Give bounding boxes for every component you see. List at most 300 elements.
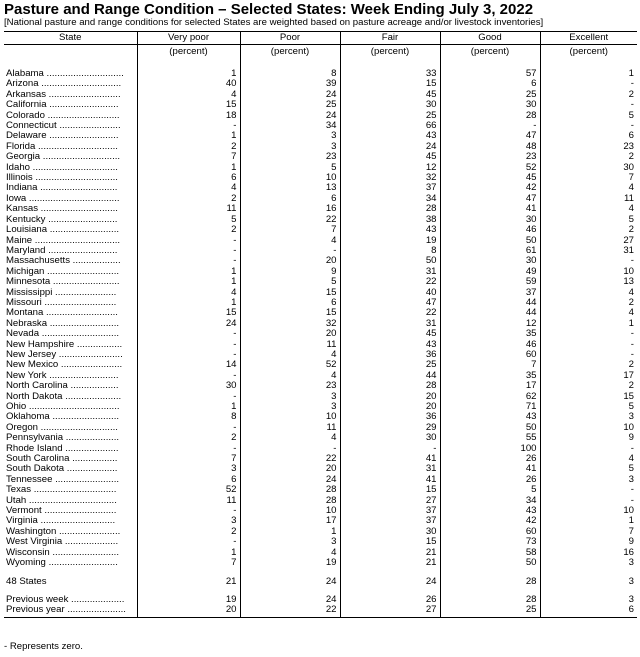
- state-name-cell: North Dakota .....................: [6, 391, 122, 402]
- value-cell: -: [240, 444, 340, 454]
- value-cell: 19: [340, 236, 440, 246]
- value-cell: 41: [340, 454, 440, 464]
- table-body: [4, 62, 637, 617]
- value-cell: -: [137, 329, 240, 339]
- value-cell: 13: [540, 277, 637, 287]
- value-cell: 22: [240, 215, 340, 225]
- value-cell: 9: [240, 267, 340, 277]
- value-cell: 10: [240, 173, 340, 183]
- value-cell: 35: [440, 371, 540, 381]
- value-cell: 15: [240, 288, 340, 298]
- value-cell: 59: [440, 277, 540, 287]
- value-cell: 42: [440, 516, 540, 526]
- value-cell: 1: [540, 516, 637, 526]
- value-cell: 30: [340, 100, 440, 110]
- state-name-cell: Pennsylvania ....................: [6, 433, 120, 444]
- state-name-cell: Virginia ............................: [6, 516, 116, 527]
- value-cell: 24: [340, 577, 440, 587]
- value-cell: 38: [340, 215, 440, 225]
- value-cell: 60: [440, 527, 540, 537]
- value-cell: 13: [240, 183, 340, 193]
- column-header-good: Good: [440, 32, 540, 45]
- value-cell: -: [540, 485, 637, 495]
- value-cell: 23: [440, 152, 540, 162]
- value-cell: 42: [440, 183, 540, 193]
- value-cell: 2: [540, 381, 637, 391]
- value-cell: 7: [540, 173, 637, 183]
- state-name-cell: Nevada .............................: [6, 329, 120, 340]
- value-cell: 11: [240, 340, 340, 350]
- value-cell: 34: [240, 121, 340, 131]
- unit-cell: (percent): [340, 45, 440, 63]
- value-cell: 52: [240, 360, 340, 370]
- value-cell: 3: [240, 131, 340, 141]
- state-name-cell: Wisconsin .........................: [6, 547, 120, 558]
- value-cell: 3: [540, 558, 637, 568]
- value-cell: 17: [440, 381, 540, 391]
- value-cell: 7: [540, 527, 637, 537]
- value-cell: 47: [340, 298, 440, 308]
- state-name-cell: Arizona ..............................: [6, 79, 122, 90]
- value-cell: 45: [440, 173, 540, 183]
- table-row: [4, 329, 637, 339]
- value-cell: 7: [440, 360, 540, 370]
- value-cell: 22: [340, 277, 440, 287]
- value-cell: 24: [340, 142, 440, 152]
- value-cell: -: [137, 246, 240, 256]
- value-cell: 5: [540, 464, 637, 474]
- value-cell: 1: [137, 131, 240, 141]
- comparison-row: [4, 605, 637, 617]
- table-row: [4, 360, 637, 370]
- table-row: [4, 475, 637, 485]
- value-cell: 4: [540, 204, 637, 214]
- condition-table: [4, 31, 637, 618]
- comparison-row: [4, 595, 637, 605]
- value-cell: 10: [540, 506, 637, 516]
- value-cell: -: [137, 423, 240, 433]
- value-cell: 43: [340, 131, 440, 141]
- value-cell: 3: [540, 595, 637, 605]
- unit-cell: [4, 45, 137, 63]
- value-cell: 52: [440, 163, 540, 173]
- table-row: [4, 381, 637, 391]
- value-cell: -: [540, 340, 637, 350]
- value-cell: 33: [340, 69, 440, 79]
- value-cell: 60: [440, 350, 540, 360]
- value-cell: 43: [340, 340, 440, 350]
- table-row: [4, 340, 637, 350]
- value-cell: -: [137, 371, 240, 381]
- state-name-cell: Previous year ......................: [4, 605, 137, 617]
- value-cell: 1: [137, 267, 240, 277]
- value-cell: 24: [240, 111, 340, 121]
- value-cell: 3: [240, 402, 340, 412]
- table-row: [4, 496, 637, 506]
- value-cell: 7: [137, 558, 240, 568]
- state-name-cell: Indiana .............................: [6, 183, 118, 194]
- table-row: [4, 79, 637, 89]
- value-cell: 11: [137, 496, 240, 506]
- value-cell: 4: [240, 350, 340, 360]
- value-cell: 4: [540, 288, 637, 298]
- value-cell: 41: [340, 475, 440, 485]
- value-cell: 17: [540, 371, 637, 381]
- value-cell: 73: [440, 537, 540, 547]
- value-cell: -: [540, 444, 637, 454]
- value-cell: 26: [440, 454, 540, 464]
- value-cell: 37: [440, 288, 540, 298]
- value-cell: 28: [440, 577, 540, 587]
- value-cell: 4: [137, 90, 240, 100]
- value-cell: 8: [340, 246, 440, 256]
- table-row: [4, 288, 637, 298]
- value-cell: 6: [540, 605, 637, 617]
- table-row: [4, 506, 637, 516]
- value-cell: 28: [240, 485, 340, 495]
- state-name-cell: Idaho ................................: [6, 162, 118, 173]
- value-cell: 6: [540, 131, 637, 141]
- value-cell: 24: [240, 475, 340, 485]
- table-row: [4, 246, 637, 256]
- value-cell: 1: [137, 163, 240, 173]
- value-cell: 32: [240, 319, 340, 329]
- column-header-fair: Fair: [340, 32, 440, 45]
- value-cell: 45: [340, 152, 440, 162]
- value-cell: 11: [240, 423, 340, 433]
- table-row: [4, 454, 637, 464]
- footnote: - Represents zero.: [4, 641, 83, 652]
- value-cell: 15: [240, 308, 340, 318]
- value-cell: 30: [137, 381, 240, 391]
- value-cell: 1: [137, 69, 240, 79]
- value-cell: 4: [137, 288, 240, 298]
- value-cell: 3: [240, 537, 340, 547]
- value-cell: 22: [240, 454, 340, 464]
- table-row: [4, 350, 637, 360]
- value-cell: 2: [540, 360, 637, 370]
- unit-cell: (percent): [540, 45, 637, 63]
- table-row: [4, 298, 637, 308]
- state-name-cell: Montana ...........................: [6, 308, 118, 319]
- value-cell: 5: [440, 485, 540, 495]
- value-cell: 2: [540, 152, 637, 162]
- table-row: [4, 277, 637, 287]
- value-cell: -: [137, 256, 240, 266]
- value-cell: 4: [540, 454, 637, 464]
- state-name-cell: Texas ...............................: [6, 485, 117, 496]
- value-cell: 2: [137, 433, 240, 443]
- value-cell: 23: [240, 152, 340, 162]
- value-cell: 45: [340, 90, 440, 100]
- state-name-cell: Maine ................................: [6, 235, 121, 246]
- value-cell: 28: [340, 381, 440, 391]
- state-name-cell: New York ..........................: [6, 370, 119, 381]
- value-cell: 2: [540, 90, 637, 100]
- header-row: [4, 32, 637, 45]
- value-cell: 30: [440, 100, 540, 110]
- value-cell: 6: [240, 298, 340, 308]
- value-cell: 22: [340, 308, 440, 318]
- state-name-cell: California ..........................: [6, 100, 119, 111]
- value-cell: 35: [440, 329, 540, 339]
- table-row: [4, 173, 637, 183]
- table-row: [4, 267, 637, 277]
- value-cell: -: [540, 329, 637, 339]
- table-row: [4, 558, 637, 568]
- value-cell: 20: [240, 256, 340, 266]
- value-cell: 27: [540, 236, 637, 246]
- table-row: [4, 111, 637, 121]
- table-row: [4, 319, 637, 329]
- value-cell: 25: [240, 100, 340, 110]
- value-cell: 10: [240, 506, 340, 516]
- state-name-cell: Ohio ..................................: [6, 402, 120, 412]
- table-row: [4, 69, 637, 79]
- value-cell: 71: [440, 402, 540, 412]
- value-cell: 3: [540, 475, 637, 485]
- value-cell: 47: [440, 194, 540, 204]
- value-cell: 43: [440, 506, 540, 516]
- state-name-cell: Washington .......................: [6, 526, 121, 537]
- value-cell: 46: [440, 225, 540, 235]
- state-name-cell: Louisiana ..........................: [6, 225, 120, 236]
- state-name-cell: New Mexico .......................: [6, 360, 123, 371]
- table-row: [4, 215, 637, 225]
- state-name-cell: Kansas .............................: [6, 204, 118, 215]
- table-row: [4, 444, 637, 454]
- unit-cell: (percent): [440, 45, 540, 63]
- value-cell: 8: [240, 69, 340, 79]
- value-cell: 4: [240, 236, 340, 246]
- value-cell: -: [540, 121, 637, 131]
- table-row: [4, 527, 637, 537]
- state-name-cell: Nebraska ..........................: [6, 318, 120, 329]
- value-cell: 30: [340, 433, 440, 443]
- value-cell: 1: [540, 69, 637, 79]
- spacer-row: [4, 62, 637, 69]
- value-cell: 48: [440, 142, 540, 152]
- value-cell: 29: [340, 423, 440, 433]
- value-cell: -: [137, 444, 240, 454]
- value-cell: 23: [540, 142, 637, 152]
- value-cell: 37: [340, 506, 440, 516]
- value-cell: 31: [340, 464, 440, 474]
- value-cell: 12: [340, 163, 440, 173]
- value-cell: 44: [340, 371, 440, 381]
- table-row: [4, 537, 637, 547]
- value-cell: 20: [137, 605, 240, 617]
- table-row: [4, 464, 637, 474]
- value-cell: 45: [340, 329, 440, 339]
- value-cell: 30: [540, 163, 637, 173]
- units-row: [4, 45, 637, 63]
- value-cell: 58: [440, 548, 540, 558]
- value-cell: 50: [440, 423, 540, 433]
- state-name-cell: Connecticut .......................: [6, 121, 121, 132]
- value-cell: 7: [240, 225, 340, 235]
- value-cell: 7: [137, 454, 240, 464]
- state-name-cell: 48 States: [6, 576, 47, 587]
- value-cell: -: [540, 256, 637, 266]
- value-cell: 20: [240, 329, 340, 339]
- value-cell: 8: [137, 412, 240, 422]
- value-cell: 41: [440, 204, 540, 214]
- value-cell: -: [540, 100, 637, 110]
- value-cell: 25: [440, 605, 540, 617]
- value-cell: 39: [240, 79, 340, 89]
- state-name-cell: Florida ..............................: [6, 141, 118, 152]
- spacer-row: [4, 569, 637, 577]
- value-cell: -: [540, 350, 637, 360]
- state-name-cell: Utah .................................: [6, 495, 117, 506]
- spacer-row: [4, 587, 637, 595]
- table-row: [4, 131, 637, 141]
- value-cell: 43: [340, 225, 440, 235]
- table-row: [4, 163, 637, 173]
- value-cell: 5: [240, 277, 340, 287]
- value-cell: 5: [540, 111, 637, 121]
- table-row: [4, 100, 637, 110]
- state-name-cell: Kentucky ..........................: [6, 214, 118, 225]
- value-cell: 21: [340, 548, 440, 558]
- value-cell: 37: [340, 516, 440, 526]
- value-cell: 28: [340, 204, 440, 214]
- value-cell: 30: [340, 527, 440, 537]
- value-cell: 31: [340, 319, 440, 329]
- value-cell: 52: [137, 485, 240, 495]
- value-cell: 9: [540, 433, 637, 443]
- state-name-cell: South Dakota ...................: [6, 464, 118, 475]
- value-cell: 19: [240, 558, 340, 568]
- value-cell: 30: [440, 215, 540, 225]
- value-cell: 37: [340, 183, 440, 193]
- table-row: [4, 516, 637, 526]
- value-cell: 21: [137, 577, 240, 587]
- value-cell: 22: [240, 605, 340, 617]
- state-name-cell: Iowa ..................................: [6, 193, 120, 204]
- state-name-cell: Arkansas ...........................: [6, 89, 121, 100]
- value-cell: 4: [540, 308, 637, 318]
- value-cell: 10: [240, 412, 340, 422]
- state-name-cell: South Carolina .................: [6, 454, 118, 465]
- value-cell: 15: [137, 308, 240, 318]
- value-cell: 15: [540, 392, 637, 402]
- table-row: [4, 183, 637, 193]
- value-cell: 16: [240, 204, 340, 214]
- value-cell: 25: [440, 90, 540, 100]
- value-cell: -: [137, 350, 240, 360]
- value-cell: 4: [540, 183, 637, 193]
- state-name-cell: North Carolina ..................: [6, 381, 119, 392]
- value-cell: 28: [440, 111, 540, 121]
- value-cell: 26: [340, 595, 440, 605]
- value-cell: 24: [240, 595, 340, 605]
- value-cell: 28: [240, 496, 340, 506]
- value-cell: 24: [240, 577, 340, 587]
- value-cell: -: [540, 496, 637, 506]
- value-cell: 4: [137, 183, 240, 193]
- table-row: [4, 121, 637, 131]
- value-cell: 16: [540, 548, 637, 558]
- value-cell: 17: [240, 516, 340, 526]
- value-cell: 21: [340, 558, 440, 568]
- value-cell: 10: [540, 267, 637, 277]
- value-cell: 50: [340, 256, 440, 266]
- value-cell: 28: [440, 595, 540, 605]
- value-cell: 40: [137, 79, 240, 89]
- state-name-cell: Georgia .............................: [6, 152, 121, 163]
- state-name-cell: Minnesota .........................: [6, 277, 120, 288]
- value-cell: 26: [440, 475, 540, 485]
- value-cell: 34: [340, 194, 440, 204]
- state-name-cell: Wyoming ..........................: [6, 558, 118, 569]
- value-cell: 2: [137, 194, 240, 204]
- value-cell: 1: [137, 548, 240, 558]
- table-row: [4, 371, 637, 381]
- value-cell: 10: [540, 423, 637, 433]
- value-cell: 14: [137, 360, 240, 370]
- value-cell: 62: [440, 392, 540, 402]
- value-cell: 3: [540, 412, 637, 422]
- value-cell: 18: [137, 111, 240, 121]
- value-cell: 3: [137, 464, 240, 474]
- column-header-excellent: Excellent: [540, 32, 637, 45]
- state-name-cell: Delaware ..........................: [6, 131, 119, 142]
- table-row: [4, 412, 637, 422]
- value-cell: -: [137, 392, 240, 402]
- table-row: [4, 485, 637, 495]
- value-cell: 2: [540, 225, 637, 235]
- value-cell: 25: [340, 111, 440, 121]
- value-cell: 25: [340, 360, 440, 370]
- value-cell: 5: [240, 163, 340, 173]
- value-cell: 32: [340, 173, 440, 183]
- state-name-cell: Maryland ..........................: [6, 245, 118, 256]
- value-cell: 2: [137, 527, 240, 537]
- value-cell: 23: [240, 381, 340, 391]
- column-header-very-poor: Very poor: [137, 32, 240, 45]
- table-row: [4, 433, 637, 443]
- table-row: [4, 256, 637, 266]
- value-cell: 44: [440, 308, 540, 318]
- value-cell: 4: [240, 433, 340, 443]
- column-header-poor: Poor: [240, 32, 340, 45]
- value-cell: 36: [340, 412, 440, 422]
- page-title: Pasture and Range Condition – Selected States: Week Ending July 3, 2022: [4, 1, 534, 18]
- table-row: [4, 308, 637, 318]
- value-cell: 27: [340, 605, 440, 617]
- value-cell: -: [137, 506, 240, 516]
- value-cell: 1: [240, 527, 340, 537]
- value-cell: 12: [440, 319, 540, 329]
- state-name-cell: Illinois ...............................: [6, 173, 118, 184]
- value-cell: 40: [340, 288, 440, 298]
- value-cell: 34: [440, 496, 540, 506]
- table-row: [4, 225, 637, 235]
- value-cell: 11: [540, 194, 637, 204]
- value-cell: 3: [240, 142, 340, 152]
- value-cell: 6: [137, 173, 240, 183]
- value-cell: -: [440, 121, 540, 131]
- value-cell: 43: [440, 412, 540, 422]
- state-name-cell: Colorado ...........................: [6, 110, 120, 121]
- state-name-cell: Vermont ...........................: [6, 506, 117, 517]
- value-cell: 15: [340, 485, 440, 495]
- subtitle: [National pasture and range conditions for selected States are weighted based on pasture acreage and/or livestock inventories]: [4, 17, 544, 28]
- value-cell: 24: [240, 90, 340, 100]
- value-cell: 6: [137, 475, 240, 485]
